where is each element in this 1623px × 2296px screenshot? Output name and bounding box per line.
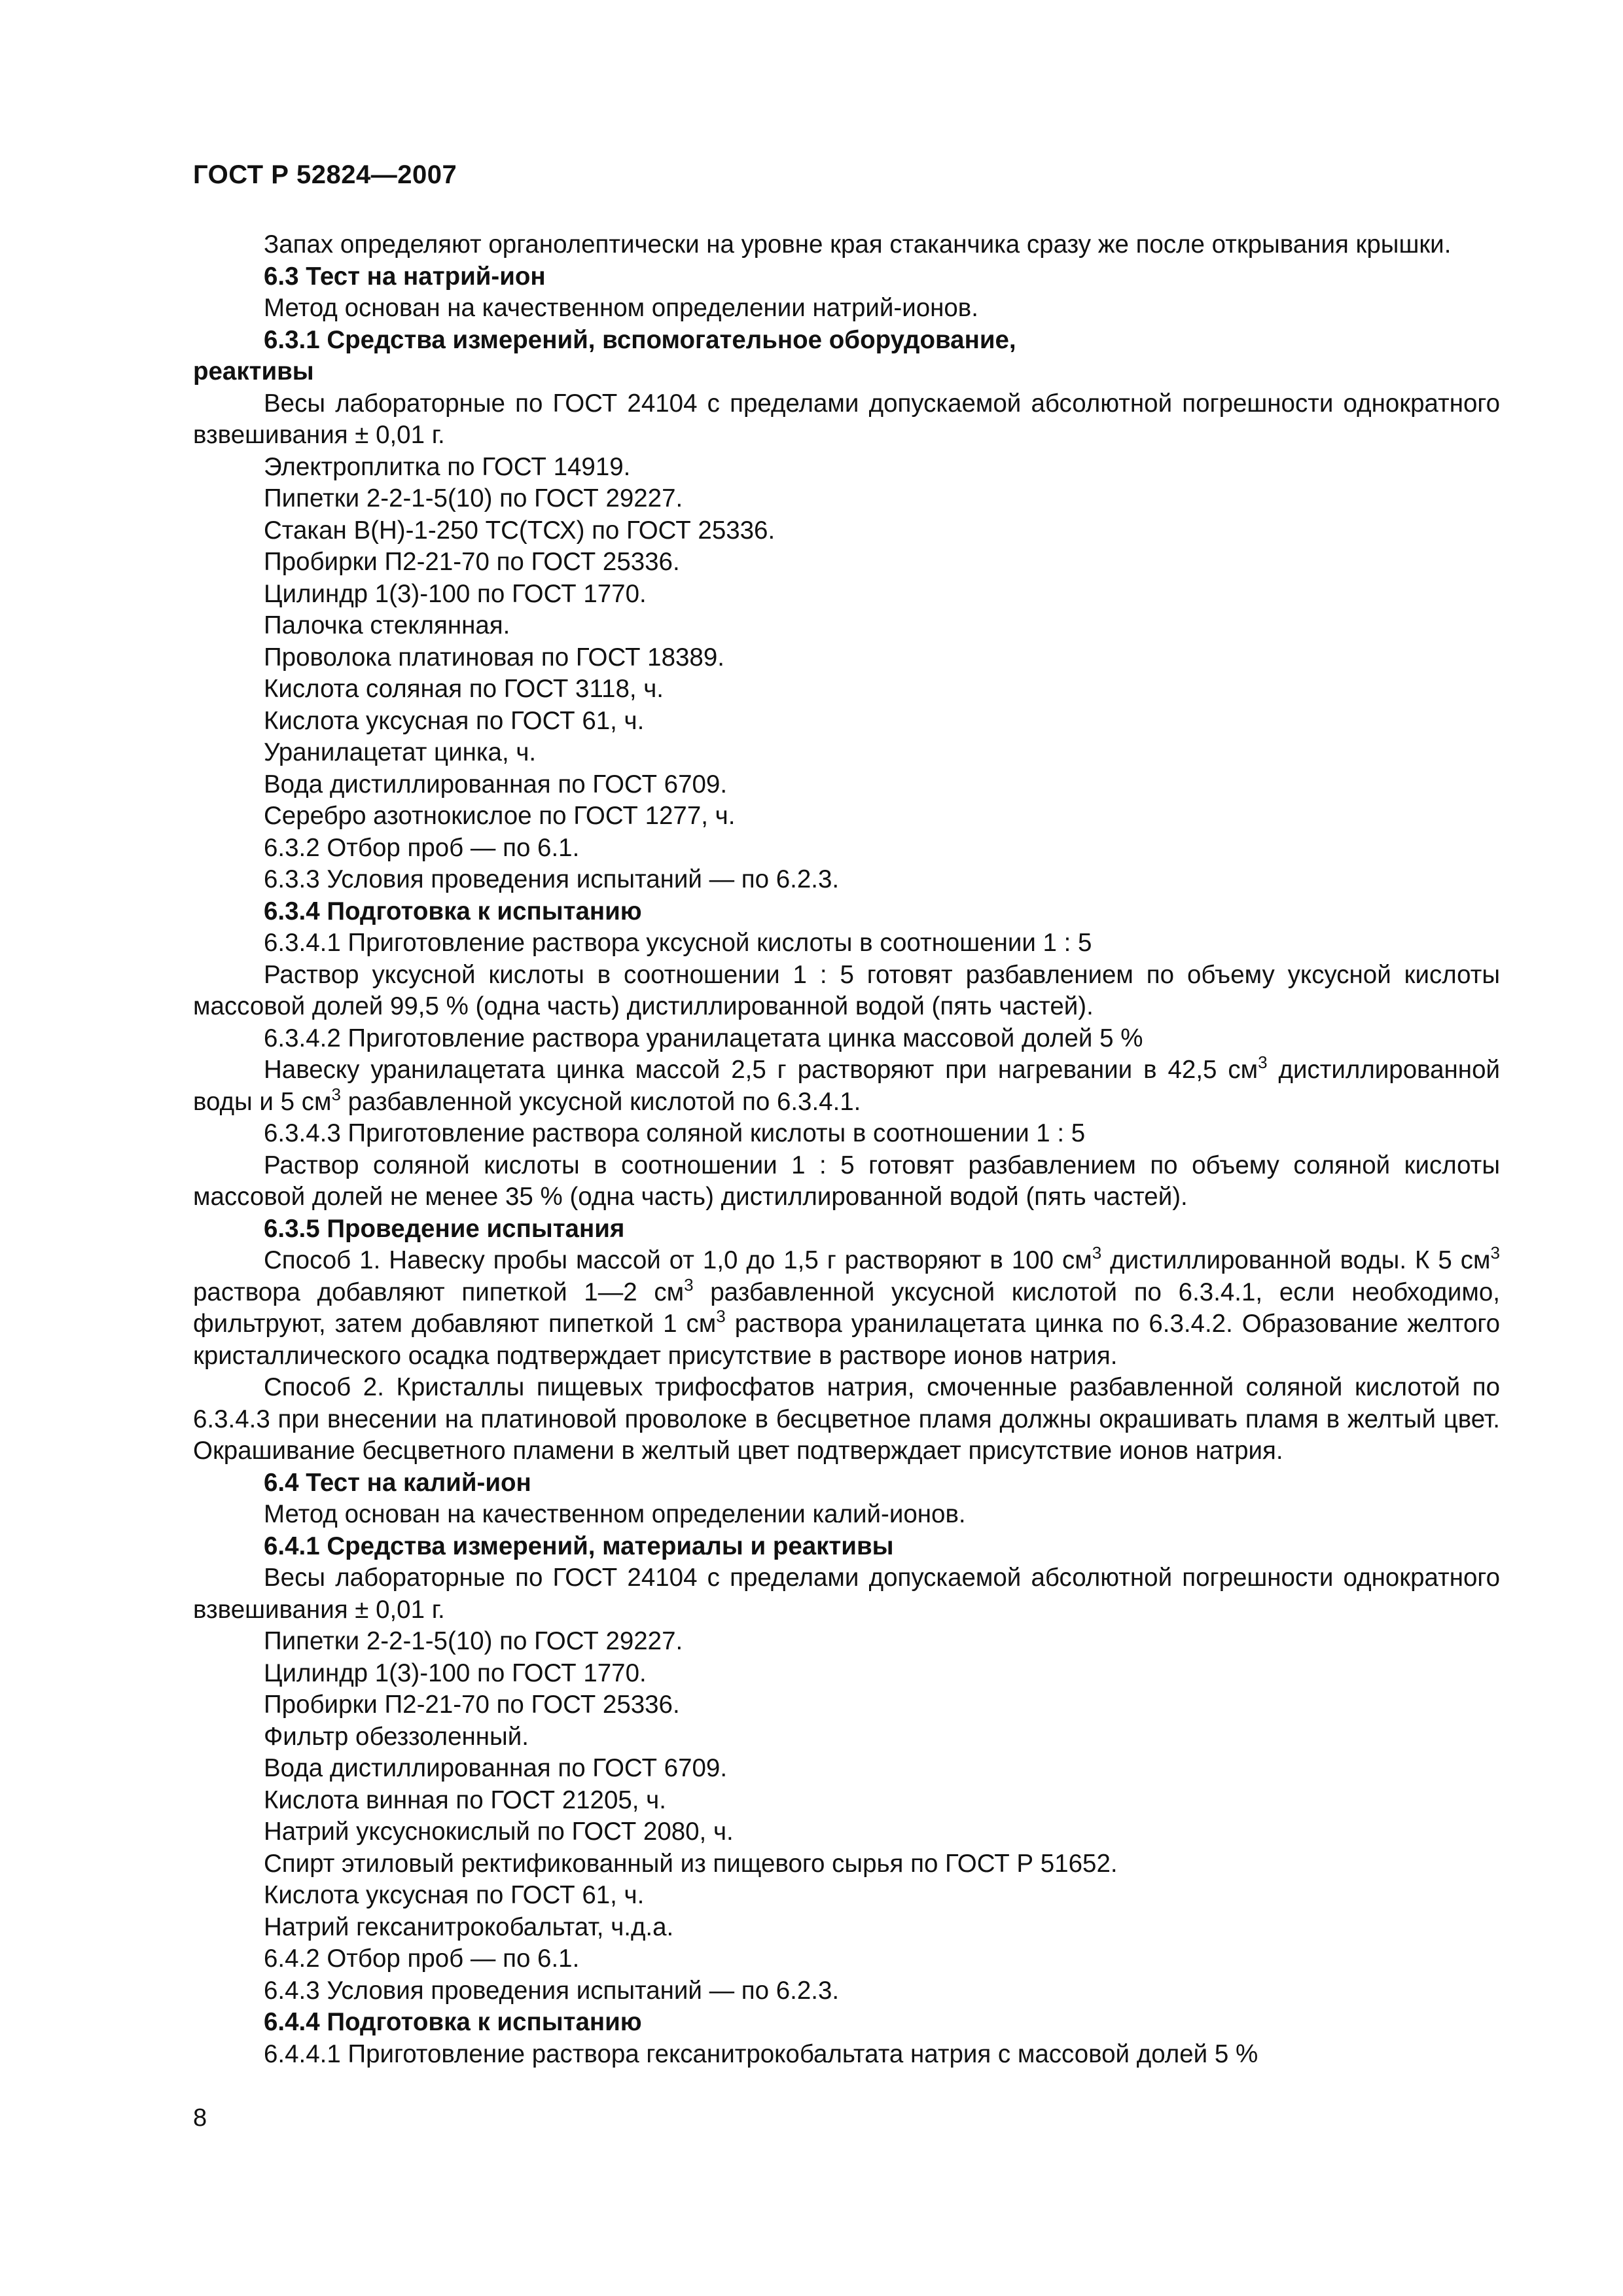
section-heading: 6.3.5 Проведение испытания [264,1214,625,1243]
paragraph: 6.3.4.3 Приготовление раствора соляной кислоты в соотношении 1 : 5 [264,1119,1086,1147]
paragraph: Вода дистиллированная по ГОСТ 6709. [264,1754,728,1782]
superscript-exponent: 3 [1258,1052,1268,1072]
superscript-exponent: 3 [716,1306,726,1326]
superscript-exponent: 3 [684,1274,694,1295]
paragraph: Раствор уксусной кислоты в соотношении 1 : 5 готовят разбавлением по объему уксусной кислоты массовой долей 99,5 % (одна часть) дистиллированной водой (пять частей). [193,960,1500,1020]
paragraph: 6.4.3 Условия проведения испытаний — по 6.2.3. [264,1976,840,2005]
paragraph: Кислота винная по ГОСТ 21205, ч. [264,1785,666,1814]
superscript-exponent: 3 [331,1084,341,1104]
paragraph: Пипетки 2-2-1-5(10) по ГОСТ 29227. [264,484,683,512]
paragraph: Способ 2. Кристаллы пищевых трифосфатов натрия, смоченные разбавленной соляной кислотой по 6.3.4.3 при внесении на платиновой проволоке в бесцветное пламя должны окрашивать пламя в желтый цвет. Окрашивание бесцветного пламени в желтый цвет подтверждает присутствие ионов натрия. [193,1373,1500,1465]
paragraph: Весы лабораторные по ГОСТ 24104 с пределами допускаемой абсолютной погрешности однократного взвешивания ± 0,01 г. [193,389,1500,449]
superscript-exponent: 3 [1092,1243,1102,1263]
paragraph: Стакан В(Н)-1-250 ТС(ТСХ) по ГОСТ 25336. [264,516,776,545]
paragraph: 6.4.2 Отбор проб — по 6.1. [264,1945,580,1973]
document-header: ГОСТ Р 52824—2007 [193,160,457,189]
paragraph: Метод основан на качественном определении калий-ионов. [264,1500,966,1528]
section-heading: 6.4.4 Подготовка к испытанию [264,2008,642,2036]
paragraph: Вода дистиллированная по ГОСТ 6709. [264,770,728,798]
section-heading: 6.3.4 Подготовка к испытанию [264,897,642,925]
paragraph: Цилиндр 1(3)-100 по ГОСТ 1770. [264,579,647,608]
paragraph: Палочка стеклянная. [264,611,510,639]
section-heading-continuation: реактивы [193,357,314,386]
paragraph: Электроплитка по ГОСТ 14919. [264,452,631,481]
paragraph: Весы лабораторные по ГОСТ 24104 с пределами допускаемой абсолютной погрешности однократного взвешивания ± 0,01 г. [193,1564,1500,1624]
section-heading: 6.4 Тест на калий-ион [264,1468,531,1497]
paragraph: Спирт этиловый ректификованный из пищевого сырья по ГОСТ Р 51652. [264,1849,1118,1878]
paragraph: Натрий уксуснокислый по ГОСТ 2080, ч. [264,1818,734,1846]
paragraph: Цилиндр 1(3)-100 по ГОСТ 1770. [264,1659,647,1687]
paragraph: Раствор соляной кислоты в соотношении 1 : 5 готовят разбавлением по объему соляной кислоты массовой долей не менее 35 % (одна часть) дистиллированной водой (пять частей). [193,1151,1500,1211]
paragraph: 6.3.4.2 Приготовление раствора уранилацетата цинка массовой долей 5 % [264,1024,1143,1052]
paragraph: 6.3.3 Условия проведения испытаний — по 6.2.3. [264,865,840,893]
paragraph: Способ 1. Навеску пробы массой от 1,0 до 1,5 г растворяют в 100 $см^3$ дистиллированной воды. К 5 $см^3$ раствора добавляют пипеткой 1—2 $см^3$ разбавленной уксусной кислотой по 6.3.4.1, если необходимо, фильтруют, затем добавляют пипеткой 1 $см^3$ раствора уранилацетата цинка по 6.3.4.2. Образование желтого кристаллического осадка подтверждает присутствие в растворе ионов натрия. [193,1243,1500,1370]
paragraph: Кислота соляная по ГОСТ 3118, ч. [264,675,664,703]
section-heading: 6.4.1 Средства измерений, материалы и реактивы [264,1532,894,1560]
section-heading: 6.3.1 Средства измерений, вспомогательное оборудование, [264,325,1016,354]
paragraph: Кислота уксусная по ГОСТ 61, ч. [264,706,645,735]
paragraph: Кислота уксусная по ГОСТ 61, ч. [264,1881,645,1909]
paragraph: Фильтр обеззоленный. [264,1722,529,1751]
paragraph: Серебро азотнокислое по ГОСТ 1277, ч. [264,802,736,830]
superscript-exponent: 3 [1490,1243,1500,1263]
paragraph: 6.3.4.1 Приготовление раствора уксусной кислоты в соотношении 1 : 5 [264,929,1092,957]
paragraph: Пипетки 2-2-1-5(10) по ГОСТ 29227. [264,1627,683,1655]
paragraph: 6.3.2 Отбор проб — по 6.1. [264,833,580,862]
paragraph: Навеску уранилацетата цинка массой 2,5 г растворяют при нагревании в 42,5 $см^3$ дистиллированной воды и 5 $см^3$ разбавленной уксусной кислотой по 6.3.4.1. [193,1052,1500,1116]
paragraph: Пробирки П2-21-70 по ГОСТ 25336. [264,548,680,576]
paragraph: Метод основан на качественном определении натрий-ионов. [264,294,978,322]
document-body [193,229,1500,2070]
paragraph: Проволока платиновая по ГОСТ 18389. [264,643,724,672]
paragraph: Пробирки П2-21-70 по ГОСТ 25336. [264,1691,680,1719]
paragraph: Натрий гексанитрокобальтат, ч.д.а. [264,1912,674,1941]
page-number: 8 [193,2104,207,2132]
paragraph: Запах определяют органолептически на уровне края стаканчика сразу же после открывания крышки. [264,230,1452,259]
section-heading: 6.3 Тест на натрий-ион [264,262,546,291]
paragraph: 6.4.4.1 Приготовление раствора гексанитрокобальтата натрия с массовой долей 5 % [264,2039,1258,2068]
paragraph: Уранилацетат цинка, ч. [264,738,537,766]
